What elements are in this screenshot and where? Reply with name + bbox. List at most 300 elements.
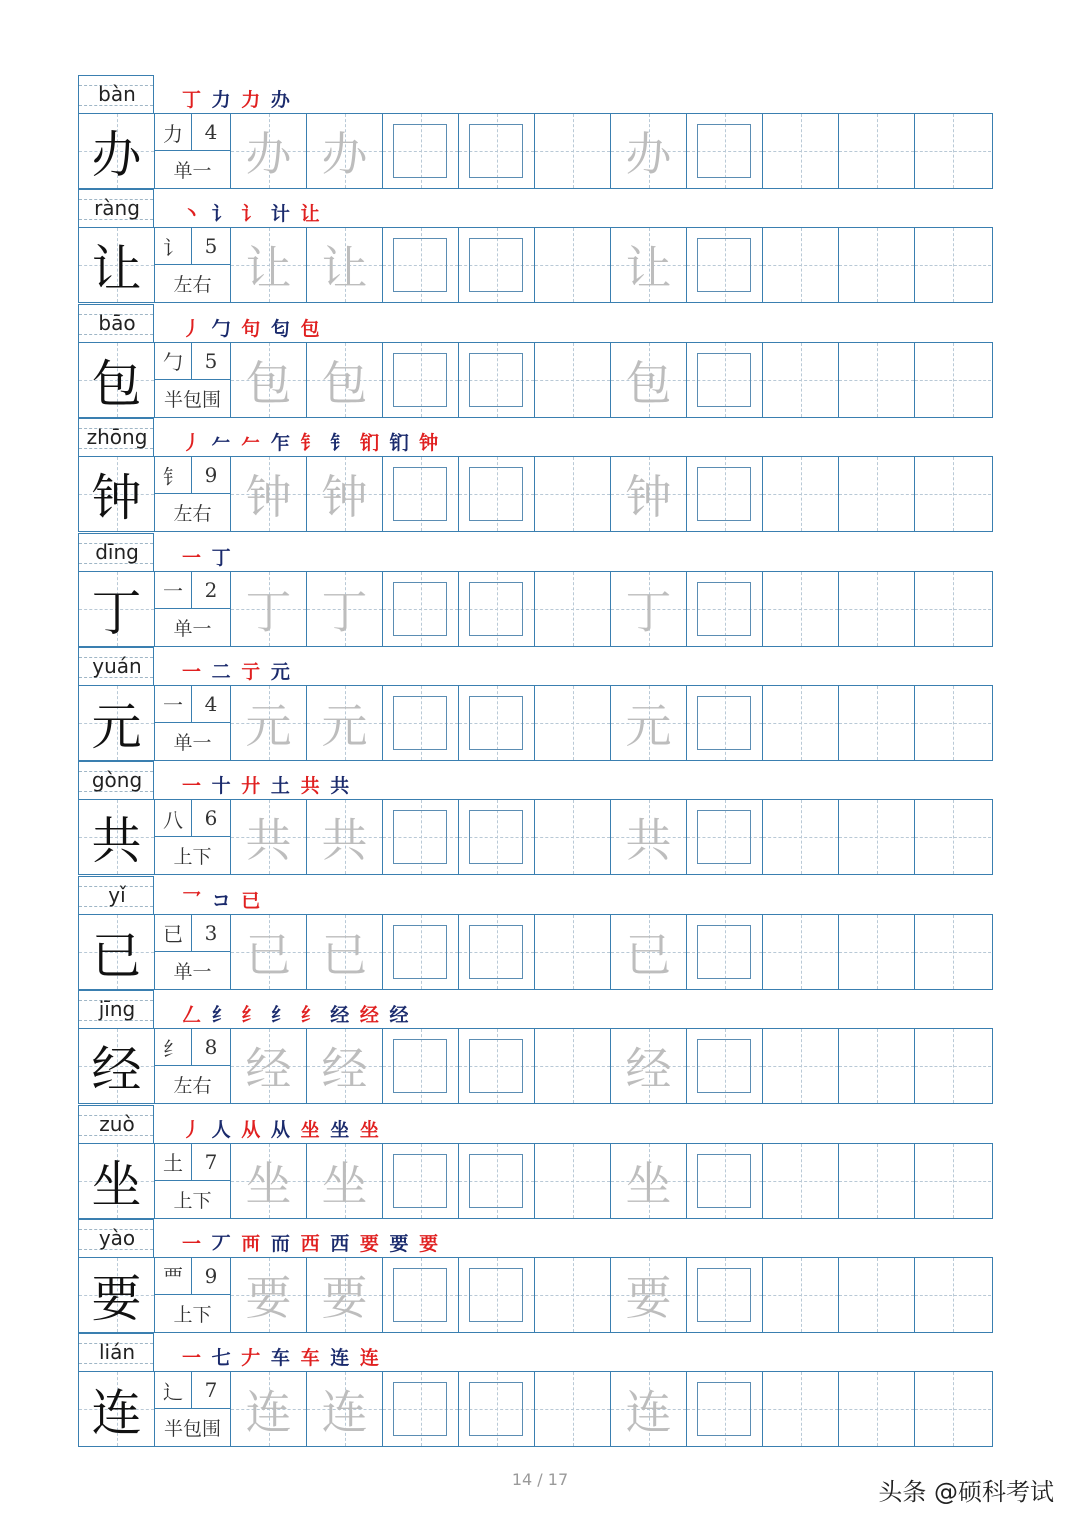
pinyin: dīng <box>95 539 139 564</box>
stroke-step: 一 <box>182 775 204 798</box>
practice-square[interactable] <box>697 810 751 864</box>
pinyin-row <box>78 1333 993 1371</box>
trace-character: 办 <box>245 127 292 181</box>
practice-square[interactable] <box>697 238 751 292</box>
stroke-order <box>182 543 233 570</box>
practice-sheet <box>78 75 993 1448</box>
model-character-cell <box>79 457 155 531</box>
practice-square[interactable] <box>469 1039 523 1093</box>
practice-cell[interactable] <box>611 800 687 874</box>
practice-cell[interactable] <box>459 343 535 417</box>
trace-character: 包 <box>625 355 672 410</box>
model-character: 元 <box>91 697 142 756</box>
radical: 八 <box>155 800 192 837</box>
practice-cell[interactable] <box>839 1144 915 1218</box>
stroke-step: 乛 <box>182 889 204 912</box>
practice-square[interactable] <box>393 1382 447 1436</box>
practice-cell[interactable] <box>459 1372 535 1446</box>
practice-cell[interactable] <box>687 686 763 760</box>
trace-character: 共 <box>321 813 368 868</box>
model-character-cell <box>79 1258 155 1332</box>
practice-square[interactable] <box>469 238 523 292</box>
stroke-step: 土 <box>270 775 292 798</box>
stroke-step: 钅 <box>330 432 352 455</box>
pinyin: lián <box>98 1340 136 1365</box>
model-character: 坐 <box>91 1155 142 1214</box>
practice-cell[interactable] <box>459 1258 535 1332</box>
practice-square[interactable] <box>469 810 523 864</box>
stroke-step: 𠂉 <box>211 432 233 455</box>
practice-cell[interactable] <box>915 572 991 646</box>
stroke-step: コ <box>211 889 233 912</box>
writing-grid-row <box>78 1028 993 1104</box>
stroke-step: 西 <box>300 1232 322 1255</box>
stroke-count: 6 <box>192 800 230 837</box>
practice-square[interactable] <box>697 353 751 407</box>
pinyin-box <box>78 1219 154 1257</box>
stroke-step: 坐 <box>359 1118 381 1141</box>
practice-square[interactable] <box>393 124 447 178</box>
practice-cell[interactable] <box>611 686 687 760</box>
practice-cell[interactable] <box>915 915 991 989</box>
model-character: 丁 <box>91 583 142 642</box>
writing-grid-row <box>78 914 993 990</box>
practice-cell[interactable] <box>687 228 763 302</box>
stroke-step: 丿 <box>182 1118 204 1141</box>
practice-square[interactable] <box>393 1039 447 1093</box>
character-block <box>78 75 993 189</box>
character-info <box>155 1144 231 1218</box>
stroke-count: 9 <box>192 1258 230 1295</box>
character-block <box>78 304 993 418</box>
radical: 覀 <box>155 1258 192 1295</box>
practice-cell[interactable] <box>763 800 839 874</box>
practice-cell[interactable] <box>231 457 307 531</box>
practice-cell[interactable] <box>459 915 535 989</box>
stroke-count: 9 <box>192 457 230 494</box>
trace-character: 让 <box>245 241 292 296</box>
practice-cell[interactable] <box>307 572 383 646</box>
stroke-step: 坐 <box>330 1118 352 1141</box>
model-character: 包 <box>91 354 142 413</box>
pinyin-row <box>78 1219 993 1257</box>
pinyin-row <box>78 304 993 342</box>
practice-cell[interactable] <box>231 1372 307 1446</box>
trace-character: 钟 <box>321 470 368 525</box>
trace-character: 已 <box>245 927 292 982</box>
model-character-cell <box>79 800 155 874</box>
practice-cell[interactable] <box>535 686 611 760</box>
radical: 一 <box>155 686 192 723</box>
practice-cell[interactable] <box>459 1144 535 1218</box>
character-info <box>155 457 231 531</box>
practice-cell[interactable] <box>535 457 611 531</box>
stroke-order <box>182 1229 440 1256</box>
practice-cell[interactable] <box>915 800 991 874</box>
trace-character: 包 <box>321 355 368 410</box>
pinyin-box <box>78 990 154 1028</box>
practice-cell[interactable] <box>231 800 307 874</box>
watermark: 头条 @硕科考试 <box>878 1478 1054 1506</box>
stroke-count: 5 <box>192 343 230 380</box>
practice-cell[interactable] <box>763 686 839 760</box>
practice-cell[interactable] <box>383 343 459 417</box>
practice-square[interactable] <box>469 696 523 750</box>
structure-type: 单一 <box>173 160 212 182</box>
practice-cell[interactable] <box>763 1372 839 1446</box>
practice-square[interactable] <box>393 696 447 750</box>
structure-type: 单一 <box>173 960 212 983</box>
trace-character: 要 <box>625 1270 672 1325</box>
pinyin-row <box>78 876 993 914</box>
stroke-step: 丿 <box>182 317 204 340</box>
model-character: 钟 <box>91 469 142 528</box>
practice-square[interactable] <box>393 925 447 979</box>
practice-cell[interactable] <box>535 800 611 874</box>
stroke-step: 纟 <box>300 1004 322 1027</box>
trace-character: 坐 <box>245 1156 292 1211</box>
practice-cell[interactable] <box>611 1258 687 1332</box>
practice-cell[interactable] <box>459 1029 535 1103</box>
pinyin-box <box>78 533 154 571</box>
stroke-order <box>182 428 440 455</box>
trace-character: 已 <box>321 927 368 982</box>
practice-cell[interactable] <box>307 1258 383 1332</box>
stroke-step: 丿 <box>182 432 204 455</box>
practice-square[interactable] <box>393 1154 447 1208</box>
practice-cell[interactable] <box>383 457 459 531</box>
practice-cell[interactable] <box>459 228 535 302</box>
practice-cell[interactable] <box>231 114 307 188</box>
practice-cell[interactable] <box>687 1144 763 1218</box>
stroke-step: 一 <box>182 1347 204 1370</box>
trace-character: 连 <box>321 1385 368 1440</box>
stroke-step: 从 <box>270 1118 292 1141</box>
stroke-step: 丁 <box>211 546 233 569</box>
stroke-order <box>182 199 322 226</box>
practice-cell[interactable] <box>839 915 915 989</box>
stroke-step: 共 <box>300 775 322 798</box>
character-info <box>155 1029 231 1103</box>
practice-cell[interactable] <box>763 1258 839 1332</box>
practice-square[interactable] <box>469 1382 523 1436</box>
practice-cell[interactable] <box>687 915 763 989</box>
practice-cell[interactable] <box>459 686 535 760</box>
practice-cell[interactable] <box>459 572 535 646</box>
practice-cell[interactable] <box>763 228 839 302</box>
practice-cell[interactable] <box>763 1144 839 1218</box>
practice-cell[interactable] <box>763 915 839 989</box>
practice-square[interactable] <box>393 467 447 521</box>
practice-cell[interactable] <box>231 572 307 646</box>
practice-cell[interactable] <box>535 114 611 188</box>
practice-cell[interactable] <box>459 114 535 188</box>
stroke-step: 纟 <box>270 1004 292 1027</box>
practice-cell[interactable] <box>763 1029 839 1103</box>
stroke-count: 7 <box>192 1372 230 1409</box>
model-character-cell <box>79 1144 155 1218</box>
practice-cell[interactable] <box>231 343 307 417</box>
practice-cell[interactable] <box>383 1144 459 1218</box>
practice-square[interactable] <box>697 582 751 636</box>
structure-type: 上下 <box>173 1189 212 1212</box>
practice-cell[interactable] <box>231 1029 307 1103</box>
stroke-step: 纟 <box>241 1004 263 1027</box>
practice-cell[interactable] <box>915 1372 991 1446</box>
practice-cell[interactable] <box>915 457 991 531</box>
radical: 一 <box>155 572 192 609</box>
practice-square[interactable] <box>697 925 751 979</box>
structure-type: 上下 <box>173 846 212 869</box>
practice-cell[interactable] <box>383 1029 459 1103</box>
practice-cell[interactable] <box>611 1144 687 1218</box>
practice-cell[interactable] <box>915 1258 991 1332</box>
practice-square[interactable] <box>393 238 447 292</box>
practice-cell[interactable] <box>915 1144 991 1218</box>
pinyin-box <box>78 75 154 113</box>
practice-square[interactable] <box>697 1382 751 1436</box>
character-info <box>155 572 231 646</box>
practice-square[interactable] <box>469 1154 523 1208</box>
practice-square[interactable] <box>697 1268 751 1322</box>
model-character: 要 <box>91 1269 142 1328</box>
practice-cell[interactable] <box>687 1258 763 1332</box>
writing-grid-row <box>78 113 993 189</box>
practice-square[interactable] <box>469 582 523 636</box>
practice-square[interactable] <box>469 124 523 178</box>
radical: 力 <box>155 114 192 151</box>
practice-cell[interactable] <box>535 572 611 646</box>
stroke-step: 连 <box>359 1347 381 1370</box>
trace-character: 丁 <box>321 584 368 639</box>
character-info <box>155 343 231 417</box>
practice-cell[interactable] <box>687 114 763 188</box>
stroke-order <box>182 657 292 684</box>
stroke-step: 十 <box>211 775 233 798</box>
practice-cell[interactable] <box>915 686 991 760</box>
stroke-step: 力 <box>211 89 233 111</box>
practice-cell[interactable] <box>839 1258 915 1332</box>
practice-cell[interactable] <box>383 800 459 874</box>
character-info <box>155 228 231 302</box>
stroke-step: 包 <box>300 317 322 340</box>
practice-cell[interactable] <box>383 1258 459 1332</box>
practice-square[interactable] <box>697 124 751 178</box>
practice-square[interactable] <box>393 1268 447 1322</box>
model-character: 共 <box>91 812 142 871</box>
practice-cell[interactable] <box>535 1372 611 1446</box>
practice-cell[interactable] <box>915 1029 991 1103</box>
stroke-count: 3 <box>192 915 230 952</box>
model-character-cell <box>79 343 155 417</box>
practice-cell[interactable] <box>307 686 383 760</box>
structure-type: 半包围 <box>163 1418 221 1441</box>
stroke-step: 让 <box>300 203 322 226</box>
practice-square[interactable] <box>697 696 751 750</box>
pinyin-box <box>78 1105 154 1143</box>
practice-cell[interactable] <box>763 114 839 188</box>
practice-square[interactable] <box>697 467 751 521</box>
stroke-step: 二 <box>211 660 233 683</box>
practice-cell[interactable] <box>763 343 839 417</box>
practice-cell[interactable] <box>231 228 307 302</box>
pinyin: yuán <box>92 653 142 678</box>
stroke-step: 经 <box>389 1004 411 1027</box>
practice-cell[interactable] <box>611 1029 687 1103</box>
radical: 钅 <box>155 457 192 494</box>
practice-cell[interactable] <box>687 572 763 646</box>
pinyin-row <box>78 647 993 685</box>
model-character-cell <box>79 114 155 188</box>
practice-cell[interactable] <box>687 1372 763 1446</box>
trace-character: 包 <box>245 355 292 410</box>
stroke-order <box>182 314 322 341</box>
trace-character: 已 <box>625 927 672 982</box>
practice-cell[interactable] <box>839 800 915 874</box>
practice-cell[interactable] <box>611 915 687 989</box>
structure-type: 左右 <box>173 1075 212 1098</box>
practice-square[interactable] <box>469 925 523 979</box>
model-character-cell <box>79 572 155 646</box>
trace-character: 共 <box>625 813 672 868</box>
practice-cell[interactable] <box>611 228 687 302</box>
practice-cell[interactable] <box>535 1144 611 1218</box>
practice-square[interactable] <box>469 353 523 407</box>
practice-cell[interactable] <box>307 457 383 531</box>
practice-cell[interactable] <box>535 1029 611 1103</box>
stroke-step: 计 <box>270 203 292 226</box>
pinyin-row <box>78 990 993 1028</box>
trace-character: 连 <box>245 1385 292 1440</box>
pinyin-row <box>78 533 993 571</box>
stroke-step: 西 <box>330 1232 352 1255</box>
practice-cell[interactable] <box>839 686 915 760</box>
stroke-step: 丆 <box>211 1232 233 1255</box>
model-character-cell <box>79 915 155 989</box>
practice-cell[interactable] <box>611 343 687 417</box>
practice-square[interactable] <box>393 810 447 864</box>
practice-square[interactable] <box>469 467 523 521</box>
practice-cell[interactable] <box>535 915 611 989</box>
practice-cell[interactable] <box>915 114 991 188</box>
practice-cell[interactable] <box>687 343 763 417</box>
structure-type: 半包围 <box>163 388 221 411</box>
stroke-order <box>182 85 292 112</box>
writing-grid-row <box>78 685 993 761</box>
trace-character: 钟 <box>625 470 672 525</box>
practice-cell[interactable] <box>307 800 383 874</box>
practice-cell[interactable] <box>687 1029 763 1103</box>
practice-cell[interactable] <box>383 228 459 302</box>
practice-cell[interactable] <box>307 915 383 989</box>
practice-cell[interactable] <box>839 1029 915 1103</box>
practice-square[interactable] <box>393 353 447 407</box>
practice-cell[interactable] <box>535 343 611 417</box>
practice-cell[interactable] <box>763 457 839 531</box>
practice-cell[interactable] <box>839 114 915 188</box>
practice-cell[interactable] <box>459 457 535 531</box>
stroke-step: 已 <box>241 889 263 912</box>
practice-cell[interactable] <box>611 572 687 646</box>
stroke-step: 钔 <box>359 432 381 455</box>
practice-cell[interactable] <box>383 114 459 188</box>
trace-character: 丁 <box>245 584 292 639</box>
trace-character: 要 <box>245 1270 292 1325</box>
practice-square[interactable] <box>393 582 447 636</box>
practice-cell[interactable] <box>687 800 763 874</box>
stroke-step: 廾 <box>241 775 263 798</box>
model-character: 连 <box>91 1384 142 1443</box>
practice-cell[interactable] <box>839 1372 915 1446</box>
practice-cell[interactable] <box>231 686 307 760</box>
model-character: 办 <box>91 126 142 184</box>
character-block <box>78 876 993 990</box>
radical: 土 <box>155 1144 192 1181</box>
trace-character: 元 <box>245 698 292 753</box>
practice-cell[interactable] <box>839 228 915 302</box>
practice-cell[interactable] <box>839 572 915 646</box>
trace-character: 元 <box>625 698 672 753</box>
practice-cell[interactable] <box>383 572 459 646</box>
practice-cell[interactable] <box>383 915 459 989</box>
character-block <box>78 1333 993 1447</box>
practice-cell[interactable] <box>307 343 383 417</box>
practice-cell[interactable] <box>231 1144 307 1218</box>
practice-cell[interactable] <box>459 800 535 874</box>
practice-cell[interactable] <box>915 343 991 417</box>
practice-cell[interactable] <box>307 1372 383 1446</box>
practice-cell[interactable] <box>611 457 687 531</box>
practice-cell[interactable] <box>763 572 839 646</box>
pinyin-row <box>78 189 993 227</box>
practice-cell[interactable] <box>611 1372 687 1446</box>
practice-cell[interactable] <box>915 228 991 302</box>
pinyin-box <box>78 876 154 914</box>
practice-cell[interactable] <box>383 686 459 760</box>
writing-grid-row <box>78 456 993 532</box>
practice-cell[interactable] <box>231 915 307 989</box>
trace-character: 要 <box>321 1270 368 1325</box>
practice-cell[interactable] <box>231 1258 307 1332</box>
practice-cell[interactable] <box>839 343 915 417</box>
practice-cell[interactable] <box>307 228 383 302</box>
practice-square[interactable] <box>697 1039 751 1093</box>
pinyin-box <box>78 189 154 227</box>
practice-square[interactable] <box>469 1268 523 1322</box>
practice-cell[interactable] <box>611 114 687 188</box>
character-info <box>155 800 231 874</box>
practice-cell[interactable] <box>307 1029 383 1103</box>
practice-cell[interactable] <box>383 1372 459 1446</box>
practice-cell[interactable] <box>839 457 915 531</box>
practice-cell[interactable] <box>535 1258 611 1332</box>
writing-grid-row <box>78 1371 993 1447</box>
character-block <box>78 647 993 761</box>
stroke-step: 共 <box>330 775 352 798</box>
character-info <box>155 114 231 188</box>
character-info <box>155 1258 231 1332</box>
stroke-step: 纟 <box>211 1004 233 1027</box>
pinyin: zuò <box>99 1111 135 1136</box>
model-character-cell <box>79 228 155 302</box>
structure-type: 上下 <box>173 1303 212 1326</box>
practice-cell[interactable] <box>687 457 763 531</box>
practice-cell[interactable] <box>307 114 383 188</box>
practice-cell[interactable] <box>307 1144 383 1218</box>
stroke-step: 力 <box>241 89 263 111</box>
practice-square[interactable] <box>697 1154 751 1208</box>
practice-cell[interactable] <box>535 228 611 302</box>
